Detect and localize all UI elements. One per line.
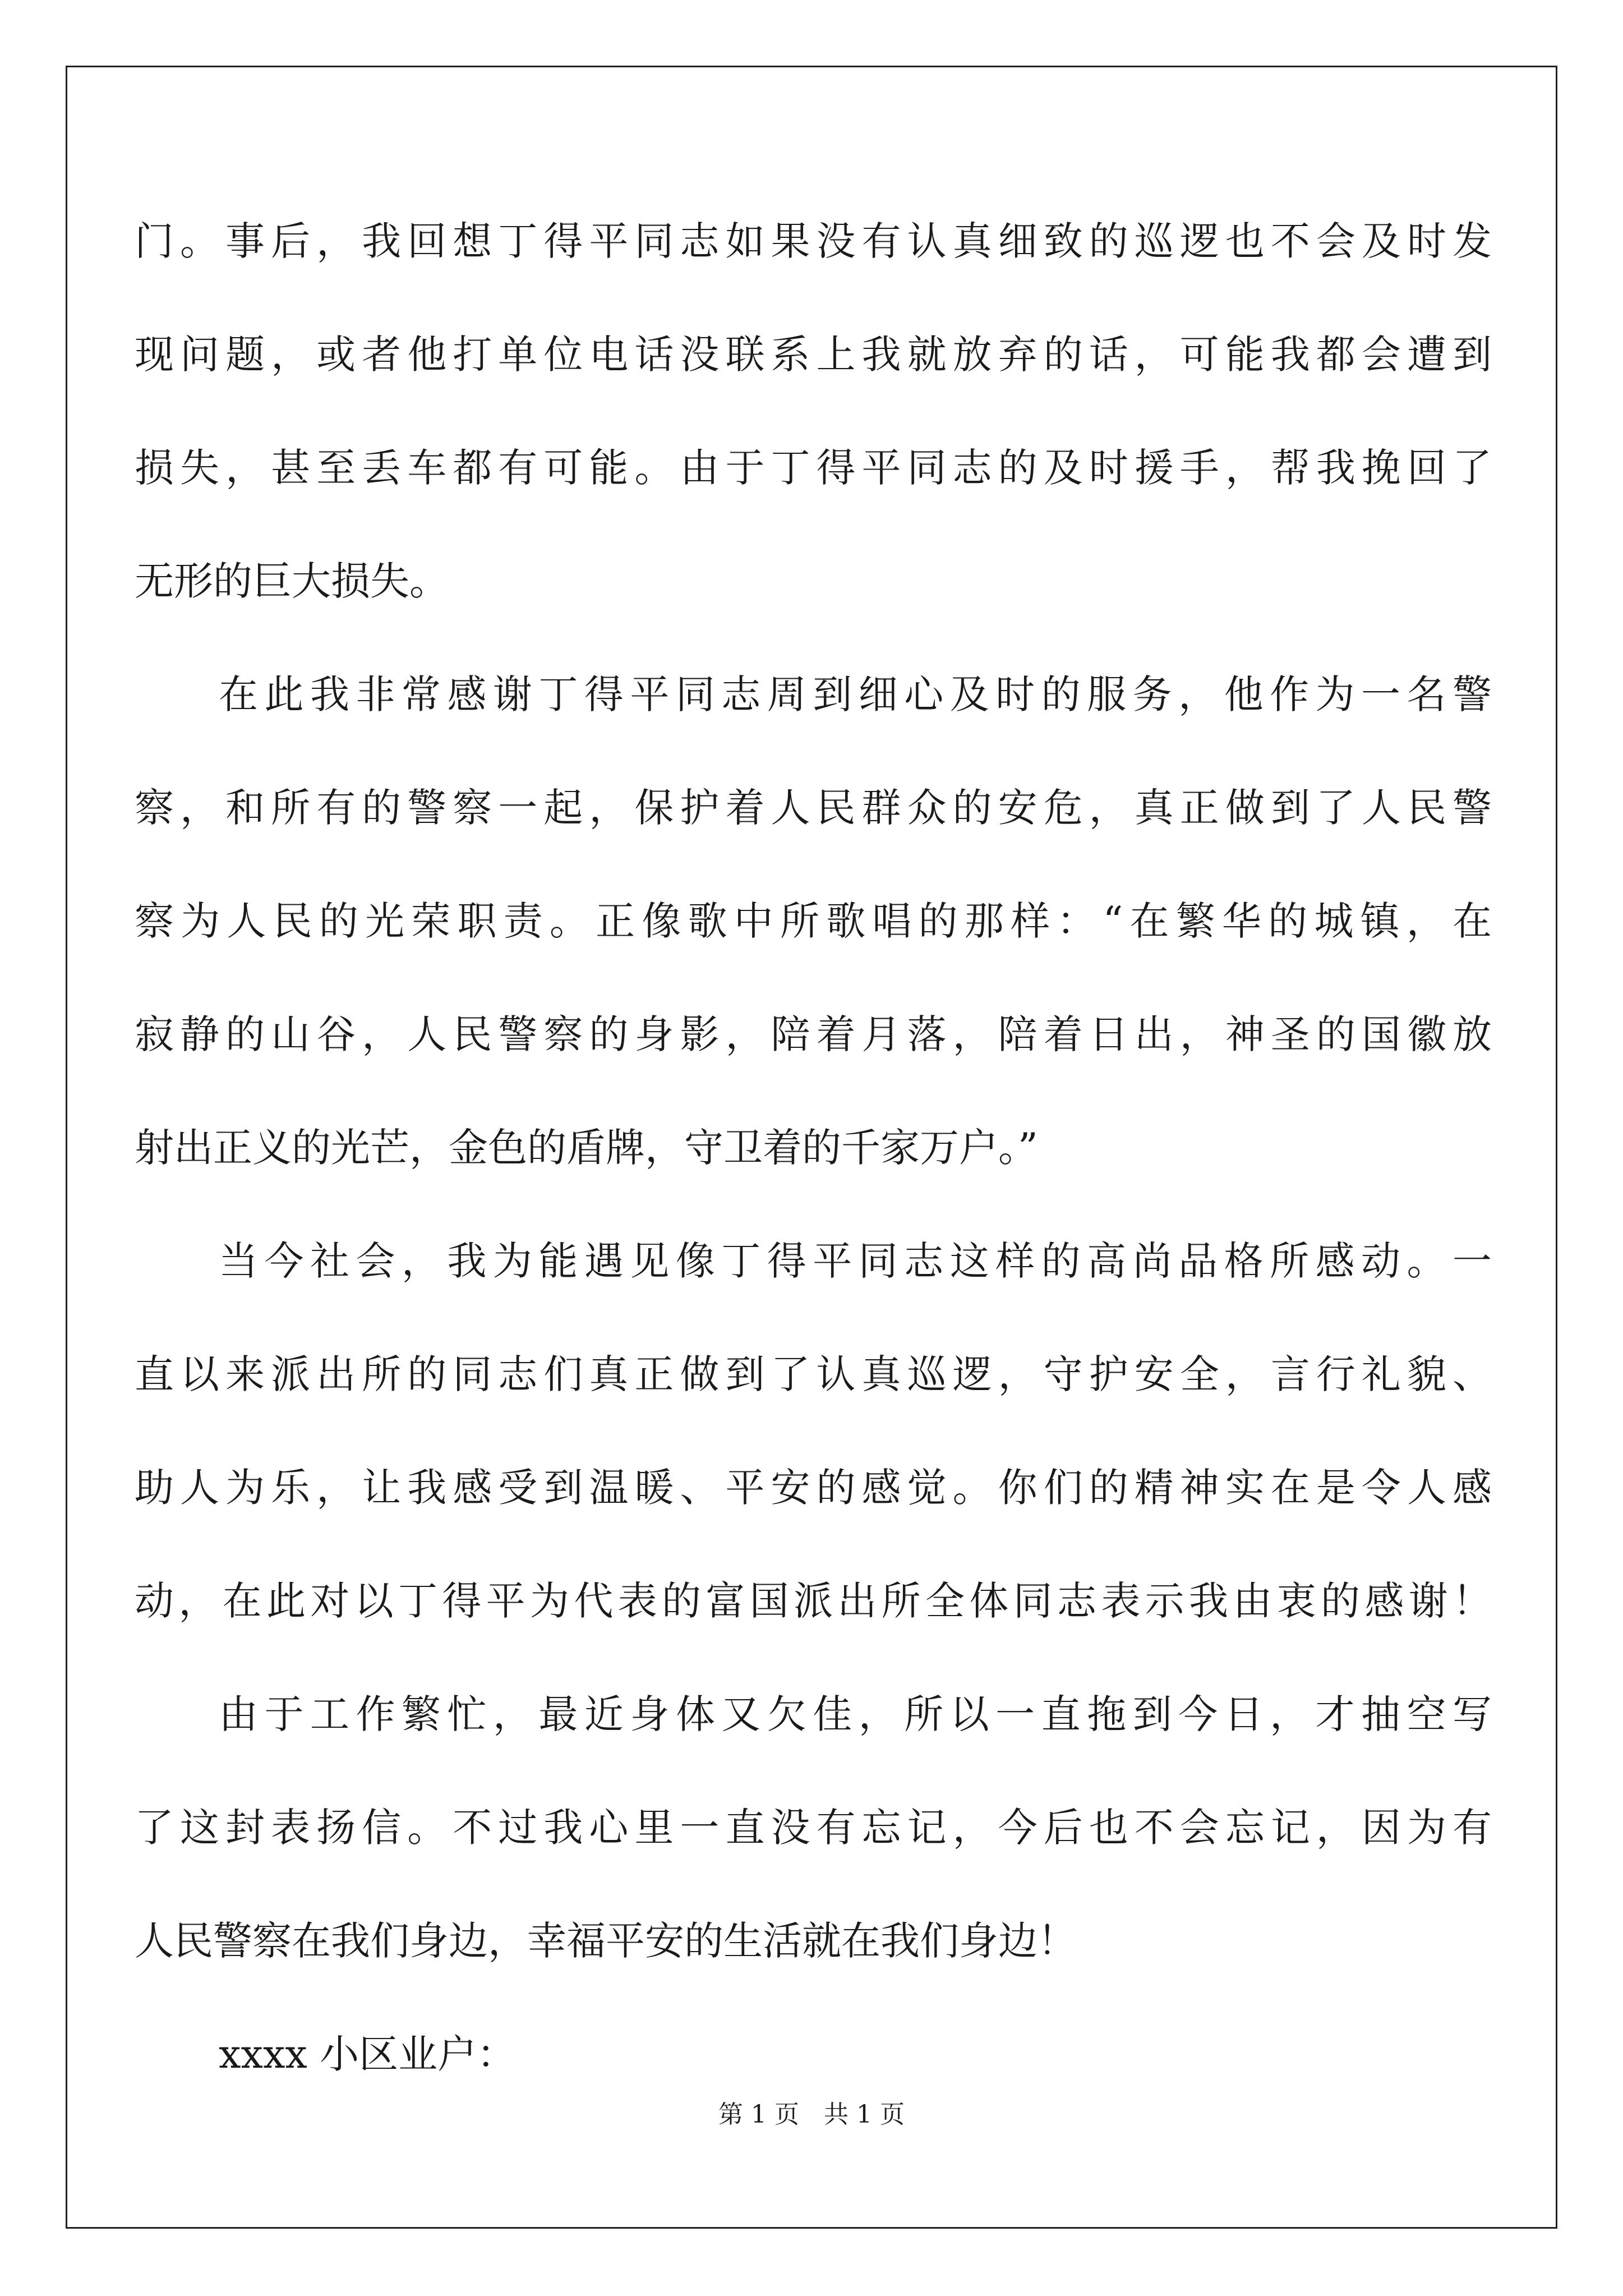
page-number: 第 1 页 共 1 页 — [718, 2100, 905, 2129]
signature-line: xxxx 小区业户： — [219, 2031, 517, 2077]
paragraph-first-line: 在此我非常感谢丁得平同志周到细心及时的服务，他作为一名警 — [219, 671, 1492, 717]
text-line: 动，在此对以丁得平为代表的富国派出所全体同志表示我由衷的感谢！ — [135, 1578, 1492, 1624]
text-line: 门。事后，我回想丁得平同志如果没有认真细致的巡逻也不会及时发 — [135, 218, 1492, 264]
text-line: 现问题，或者他打单位电话没联系上我就放弃的话，可能我都会遭到 — [135, 332, 1492, 378]
text-line: 了这封表扬信。不过我心里一直没有忘记，今后也不会忘记，因为有 — [135, 1805, 1492, 1851]
text-line: 损失，甚至丢车都有可能。由于丁得平同志的及时援手，帮我挽回了 — [135, 445, 1492, 491]
text-line: 察为人民的光荣职责。正像歌中所歌唱的那样：“在繁华的城镇，在 — [135, 898, 1492, 944]
text-line: 寂静的山谷，人民警察的身影，陪着月落，陪着日出，神圣的国徽放 — [135, 1011, 1492, 1057]
paragraph-first-line: 由于工作繁忙，最近身体又欠佳，所以一直拖到今日，才抽空写 — [219, 1691, 1492, 1737]
text-line: 直以来派出所的同志们真正做到了认真巡逻，守护安全，言行礼貌、 — [135, 1351, 1492, 1397]
letter-body — [135, 213, 1492, 2139]
text-line: 人民警察在我们身边，幸福平安的生活就在我们身边！ — [135, 1918, 1077, 1964]
text-line: 无形的巨大损失。 — [135, 558, 449, 604]
text-line: 射出正义的光芒，金色的盾牌，守卫着的千家万户。” — [135, 1125, 1038, 1171]
text-line: 助人为乐，让我感受到温暖、平安的感觉。你们的精神实在是令人感 — [135, 1465, 1492, 1511]
paragraph-first-line: 当今社会，我为能遇见像丁得平同志这样的高尚品格所感动。一 — [219, 1238, 1492, 1284]
text-line: 察，和所有的警察一起，保护着人民群众的安危，真正做到了人民警 — [135, 785, 1492, 831]
